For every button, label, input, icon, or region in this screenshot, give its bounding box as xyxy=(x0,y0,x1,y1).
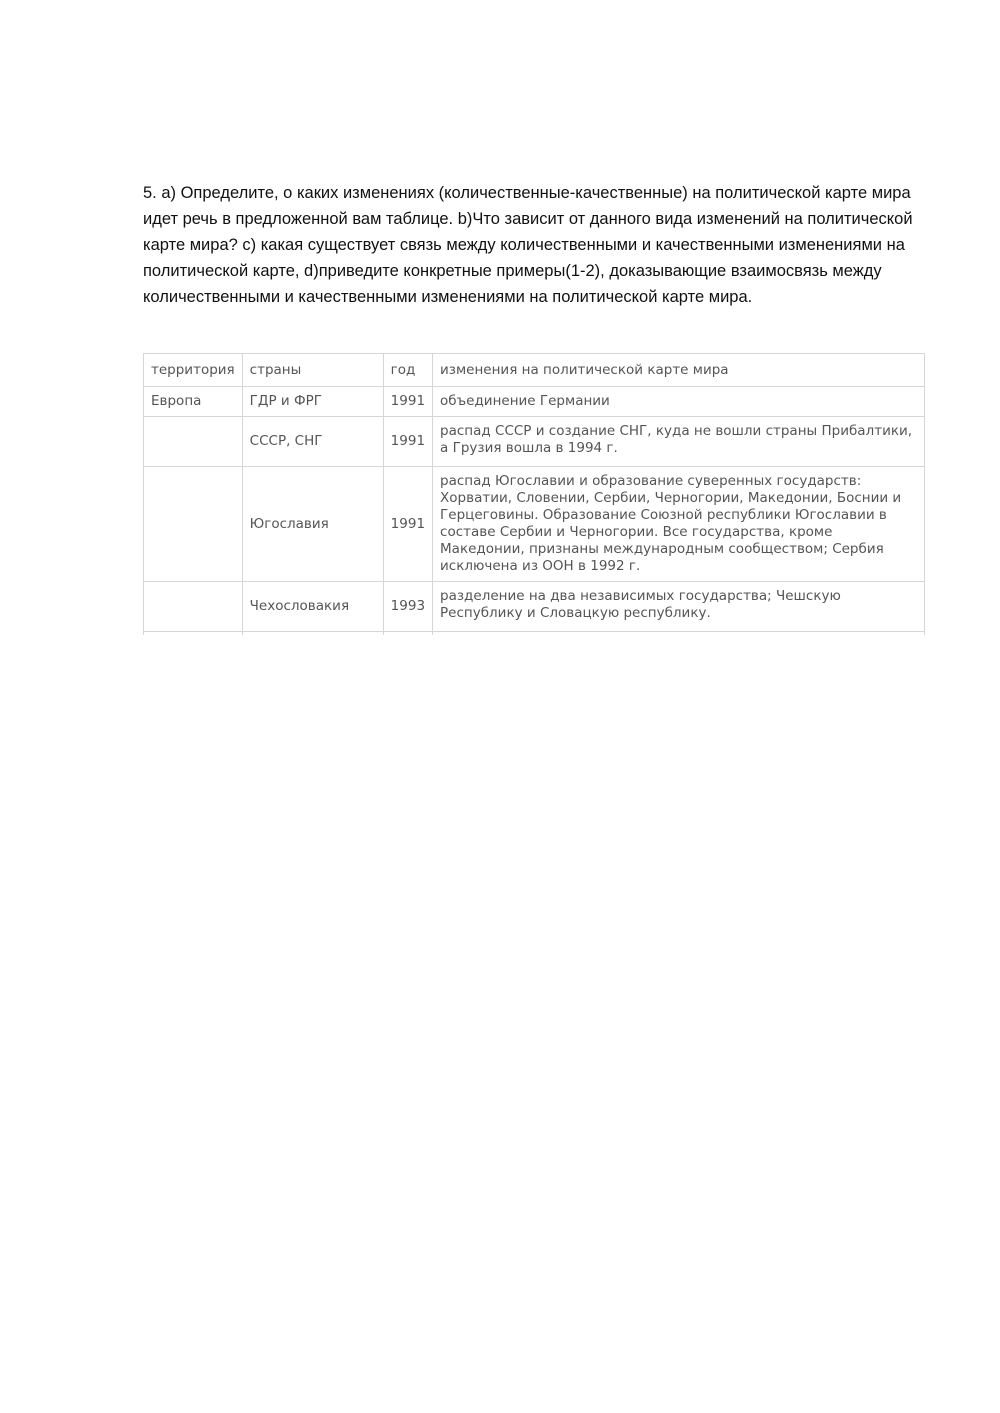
table-header-row xyxy=(144,354,925,387)
changes-table xyxy=(143,353,925,635)
cut-cell xyxy=(433,632,925,636)
cell-change: объединение Германии xyxy=(433,387,925,417)
cell-change: распад Югославии и образование суверенных государств: Хорватии, Словении, Сербии, Черногории, Македонии, Боснии и Герцеговины. Образование Союзной республики Югославии в составе Сербии и Черногории. Все государства, кроме Македонии, признаны международным сообществом; Сербия исключена из ООН в 1992 г. xyxy=(433,467,925,582)
cell-territory xyxy=(144,467,243,582)
cell-territory xyxy=(144,417,243,467)
cell-countries: Югославия xyxy=(242,467,383,582)
cut-cell xyxy=(242,632,383,636)
cell-year: 1991 xyxy=(383,387,432,417)
cell-countries: СССР, СНГ xyxy=(242,417,383,467)
header-territory: территория xyxy=(144,354,243,387)
header-countries: страны xyxy=(242,354,383,387)
cell-territory xyxy=(144,582,243,632)
cell-change: разделение на два независимых государства; Чешскую Республику и Словацкую республику. xyxy=(433,582,925,632)
table-row xyxy=(144,467,925,582)
table-row xyxy=(144,387,925,417)
header-year: год xyxy=(383,354,432,387)
question-text: 5. а) Определите, о каких изменениях (количественные-качественные) на политической карте мира идет речь в предложенной вам таблице. b)Что зависит от данного вида изменений на политической карте мира? с) какая существует связь между количественными и качественными изменениями на политической карте, d)приведите конкретные примеры(1-2), доказывающие взаимосвязь между количественными и качественными изменениями на политической карте мира. xyxy=(143,184,913,306)
cut-cell xyxy=(383,632,432,636)
cell-year: 1993 xyxy=(383,582,432,632)
cell-change: распад СССР и создание СНГ, куда не вошли страны Прибалтики, а Грузия вошла в 1994 г. xyxy=(433,417,925,467)
cell-countries: Чехословакия xyxy=(242,582,383,632)
cell-territory: Европа xyxy=(144,387,243,417)
table-row xyxy=(144,582,925,632)
cell-year: 1991 xyxy=(383,467,432,582)
table-cut-row xyxy=(144,632,925,636)
header-changes: изменения на политической карте мира xyxy=(433,354,925,387)
cell-countries: ГДР и ФРГ xyxy=(242,387,383,417)
cut-cell xyxy=(144,632,243,636)
cell-year: 1991 xyxy=(383,417,432,467)
table-row xyxy=(144,417,925,467)
